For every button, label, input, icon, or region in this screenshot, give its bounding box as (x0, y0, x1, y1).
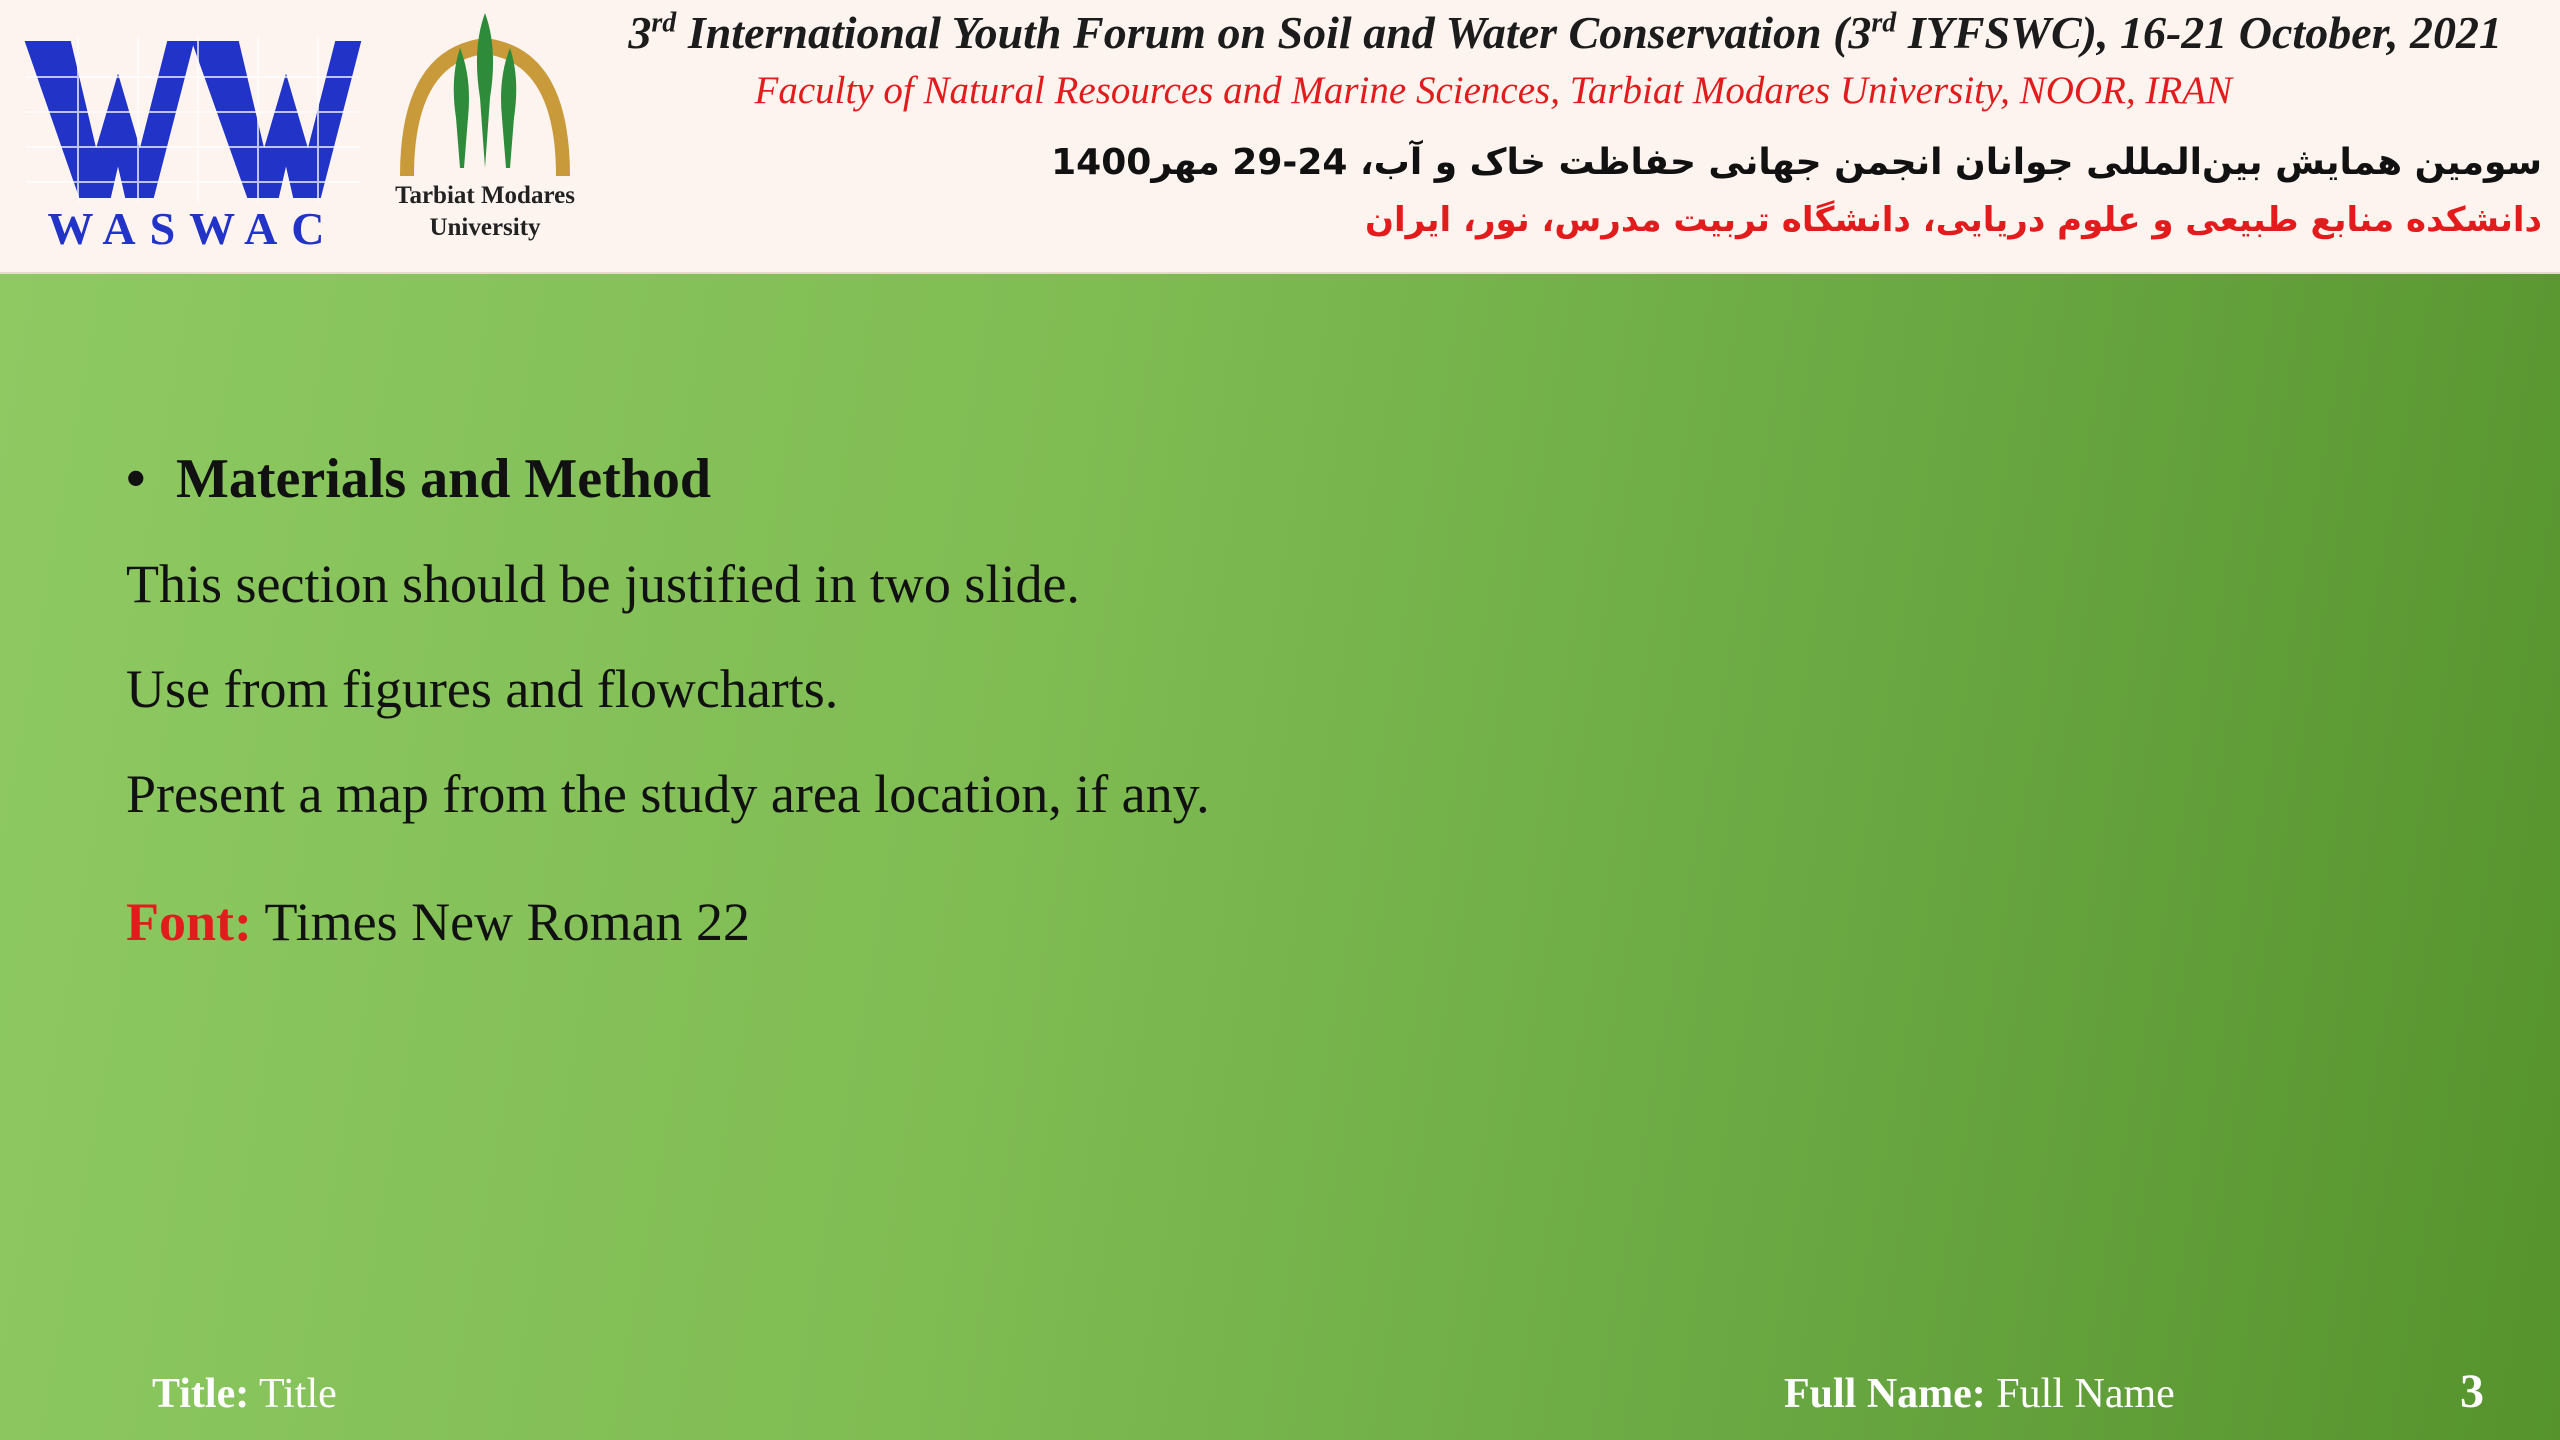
paragraph: Present a map from the study area location, if any. (126, 764, 1210, 824)
paragraph: Use from figures and flowcharts. (126, 659, 839, 719)
font-label: Font: (126, 892, 252, 952)
faculty-line: Faculty of Natural Resources and Marine Sciences, Tarbiat Modares University, NOOR, IRAN (754, 69, 2232, 112)
waswac-logo (18, 22, 368, 252)
page-number: 3 (2460, 1365, 2484, 1418)
slide-body (0, 274, 2560, 1440)
forum-title-persian: سومین همایش بین‌المللی جوانان انجمن جهانی حفاظت خاک و آب، 24-29 مهر1400 (1051, 142, 2542, 183)
paragraph: This section should be justified in two slide. (126, 554, 1080, 614)
slide-content (126, 444, 2326, 957)
waswac-logo-text: WASWAC (47, 203, 339, 252)
tarbiat-modares-logo (380, 8, 590, 262)
forum-title: 3rd International Youth Forum on Soil and Water Conservation (3rd IYFSWC), 16-21 October, 2021 (628, 7, 2502, 58)
wheat-arch-icon (380, 8, 590, 178)
slide-header (0, 0, 2560, 274)
footer-title: Title: Title (152, 1371, 337, 1417)
university-logo-caption: Tarbiat Modares University (395, 182, 575, 241)
faculty-line-persian: دانشکده منابع طبیعی و علوم دریایی، دانشگاه تربیت مدرس، نور، ایران (1364, 200, 2542, 240)
section-heading: • Materials and Method (126, 444, 2326, 514)
font-value: Times New Roman 22 (251, 892, 751, 952)
bullet-icon: • (126, 448, 146, 510)
font-note (126, 887, 2326, 957)
footer-full-name: Full Name: Full Name (1784, 1371, 2175, 1417)
